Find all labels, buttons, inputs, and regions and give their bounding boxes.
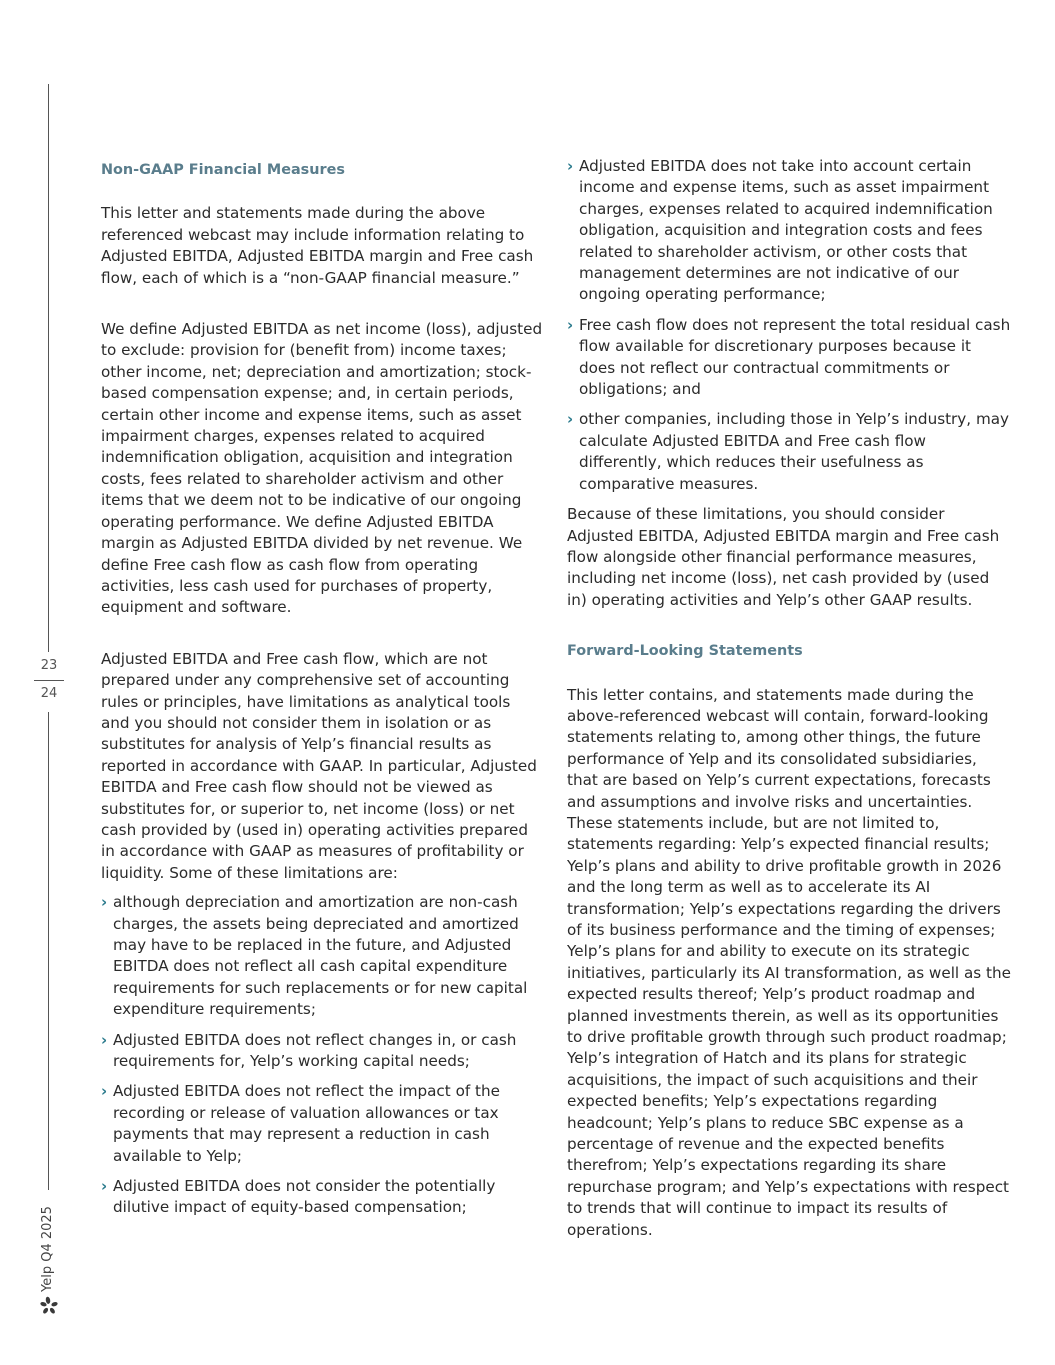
paragraph-limitations: Adjusted EBITDA and Free cash flow, which are not prepared under any comprehensive set of accounting rules or principles, have limitations as analytical tools and you should not consider them in isolation or as substitutes for analysis of Yelp’s financial results as reported in accordance with GAAP. In particular, Adjusted EBITDA and Free cash flow should not be viewed as substitutes for, or superior to, net income (loss) or net cash provided by (used in) operating activities prepared in accordance with GAAP as measures of profitability or liquidity. Some of these limitations are: — [101, 649, 537, 882]
chevron-right-icon: › — [101, 1082, 108, 1101]
list-item — [567, 409, 1011, 495]
chevron-right-icon: › — [567, 315, 574, 334]
list-item — [101, 1176, 543, 1219]
page-number-current: 23 — [40, 658, 58, 673]
list-item-text: Adjusted EBITDA does not take into account certain income and expense items, such as asset impairment charges, expenses related to acquired indemnification obligation, acquisition and integration costs and fees related to shareholder activism, or other costs that management determines are not indicative of our ongoing operating performance; — [579, 157, 993, 304]
yelp-burst-icon — [39, 1296, 59, 1316]
right-column — [567, 156, 1011, 1271]
chevron-right-icon: › — [101, 893, 108, 912]
page-number-divider — [34, 680, 64, 681]
list-item-text: Adjusted EBITDA does not consider the potentially dilutive impact of equity-based compensation; — [113, 1177, 496, 1217]
paragraph-consider-measures: Because of these limitations, you should consider Adjusted EBITDA, Adjusted EBITDA margin and Free cash flow alongside other financial performance measures, including net income (loss), net cash provided by (used in) operating activities and Yelp’s other GAAP results. — [567, 505, 1000, 609]
page-number-total: 24 — [40, 686, 58, 701]
list-item — [101, 1081, 543, 1167]
section-heading-forward-looking: Forward-Looking Statements — [567, 643, 803, 660]
list-item-text: other companies, including those in Yelp’s industry, may calculate Adjusted EBITDA and Free cash flow differently, which reduces their usefulness as comparative measures. — [579, 410, 1010, 493]
report-label: Yelp Q4 2025 — [40, 1206, 55, 1292]
list-item-text: Adjusted EBITDA does not reflect the impact of the recording or release of valuation allowances or tax payments that may represent a reduction in cash available to Yelp; — [113, 1082, 500, 1165]
limitations-list-right — [567, 156, 1011, 495]
chevron-right-icon: › — [567, 157, 574, 175]
chevron-right-icon: › — [567, 410, 574, 429]
chevron-right-icon: › — [101, 1030, 108, 1049]
side-rail-line-bottom — [48, 712, 49, 1190]
chevron-right-icon: › — [101, 1177, 108, 1196]
list-item — [567, 315, 1011, 401]
paragraph-forward-looking: This letter contains, and statements made during the above-referenced webcast will contain, forward-looking statements relating to, among other things, the future performance of Yelp and its consolidated subsidiaries, that are based on Yelp’s current expectations, forecasts and assumptions and involve risks and uncertainties. These statements include, but are not limited to, statements regarding: Yelp’s expected financial results; Yelp’s plans and ability to drive profitable growth in 2026 and the long term as well as to accelerate its AI transformation; Yelp’s expectations regarding the drivers of its business performance and the timing of expenses; Yelp’s plans for and ability to execute on its strategic initiatives, particularly its AI transformation, as well as the expected results thereof; Yelp’s product roadmap and planned investments therein, as well as its opportunities to drive profitable growth through such product roadmap; Yelp’s integration of Hatch and its plans for strategic acquisitions, the impact of such acquisitions and their expected benefits; Yelp’s expectations regarding headcount; Yelp’s plans to reduce SBC expense as a percentage of revenue and the expected benefits therefrom; Yelp’s expectations regarding its share repurchase program; and Yelp’s expectations with respect to trends that will continue to impact its results of operations. — [567, 685, 1011, 1239]
list-item — [567, 156, 1011, 306]
list-item-text: although depreciation and amortization are non-cash charges, the assets being depreciated and amortized may have to be replaced in the future, and Adjusted EBITDA does not reflect all cash capital expenditure requirements for such replacements or for new capital expenditure requirements; — [113, 893, 528, 1019]
list-item-text: Adjusted EBITDA does not reflect changes in, or cash requirements for, Yelp’s working capital needs; — [113, 1030, 517, 1071]
left-column — [101, 156, 543, 1228]
paragraph-non-gaap-intro: This letter and statements made during the above referenced webcast may include information relating to Adjusted EBITDA, Adjusted EBITDA margin and Free cash flow, each of which is a “non-GAAP financial measure.” — [101, 204, 534, 287]
side-rail-line-top — [48, 84, 49, 652]
list-item-text: Free cash flow does not represent the total residual cash flow available for discretionary purposes because it does not reflect our contractual commitments or obligations; and — [579, 315, 1011, 399]
list-item — [101, 892, 543, 1020]
section-heading-non-gaap: Non-GAAP Financial Measures — [101, 162, 345, 178]
limitations-list-left — [101, 892, 543, 1219]
paragraph-definitions: We define Adjusted EBITDA as net income (loss), adjusted to exclude: provision for (benefit from) income taxes; other income, net; depreciation and amortization; stock-based compensation expense; and, in certain periods, certain other income and expense items, such as asset impairment charges, expenses related to acquired indemnification obligation, acquisition and integration costs, fees related to shareholder activism and other items that we deem not to be indicative of our ongoing operating performance. We define Adjusted EBITDA margin as Adjusted EBITDA divided by net revenue. We define Free cash flow as cash flow from operating activities, less cash used for purchases of property, equipment and software. — [101, 320, 543, 617]
list-item — [101, 1030, 543, 1073]
